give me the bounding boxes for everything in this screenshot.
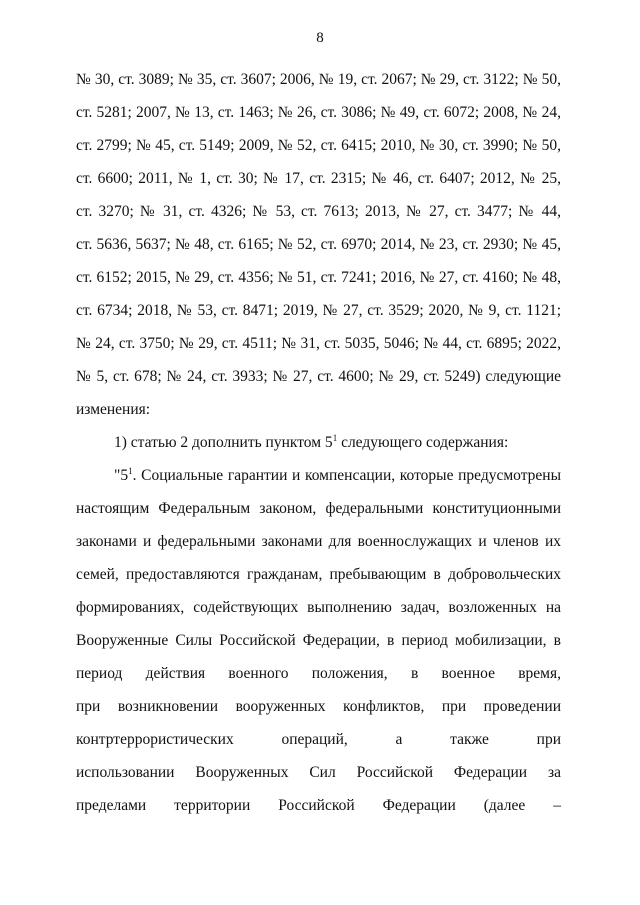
text-line: контртеррористических операций, а также при [76,731,561,748]
quote-text: "5 [114,467,129,484]
text-line: ст. 5636, 5637; № 48, ст. 6165; № 52, ст. 6970; 2014, № 23, ст. 2930; № 45, [76,236,561,253]
text-line: при возникновении вооруженных конфликтов, при проведении [76,698,561,715]
text-line: период действия военного положения, в военное время, [76,665,561,682]
text-line: ст. 2799; № 45, ст. 5149; 2009, № 52, ст. 6415; 2010, № 30, ст. 3990; № 50, [76,137,561,154]
text-line: законами и федеральными законами для военнослужащих и членов их [76,533,561,550]
text-line: ст. 6734; 2018, № 53, ст. 8471; 2019, № 27, ст. 3529; 2020, № 9, ст. 1121; [76,302,561,319]
text-line: № 30, ст. 3089; № 35, ст. 3607; 2006, № 19, ст. 2067; № 29, ст. 3122; № 50, [76,71,561,88]
text-line: пределами территории Российской Федерации (далее – [76,797,561,814]
amendment-item-text: 1) статью 2 дополнить пунктом 5 [114,434,333,451]
amendment-item-text: следующего содержания: [337,434,509,451]
amendment-item [76,426,561,459]
text-line: использовании Вооруженных Сил Российской Федерации за [76,764,561,781]
page-number: 8 [316,30,324,46]
text-line: № 5, ст. 678; № 24, ст. 3933; № 27, ст. 4600; № 29, ст. 5249) следующие [76,368,561,385]
text-line: настоящим Федеральным законом, федеральными конституционными [76,500,561,517]
text-line: семей, предоставляются гражданам, пребывающим в добровольческих [76,566,561,583]
quote-text: . Социальные гарантии и компенсации, которые предусмотрены [132,467,561,484]
text-line: формированиях, содействующих выполнению задач, возложенных на [76,599,561,616]
text-line: Вооруженные Силы Российской Федерации, в период мобилизации, в [76,632,561,649]
document-body [76,63,561,822]
text-line: ст. 6152; 2015, № 29, ст. 4356; № 51, ст. 7241; 2016, № 27, ст. 4160; № 48, [76,269,561,286]
text-line: изменения: [76,401,151,418]
text-line: ст. 6600; 2011, № 1, ст. 30; № 17, ст. 2315; № 46, ст. 6407; 2012, № 25, [76,170,561,187]
text-line: ст. 5281; 2007, № 13, ст. 1463; № 26, ст. 3086; № 49, ст. 6072; 2008, № 24, [76,104,561,121]
quote-first-line [76,459,561,492]
superscript: 1 [332,432,338,443]
text-line: № 24, ст. 3750; № 29, ст. 4511; № 31, ст. 5035, 5046; № 44, ст. 6895; 2022, [76,335,561,352]
superscript: 1 [128,465,133,476]
text-line: ст. 3270; № 31, ст. 4326; № 53, ст. 7613; 2013, № 27, ст. 3477; № 44, [76,203,561,220]
